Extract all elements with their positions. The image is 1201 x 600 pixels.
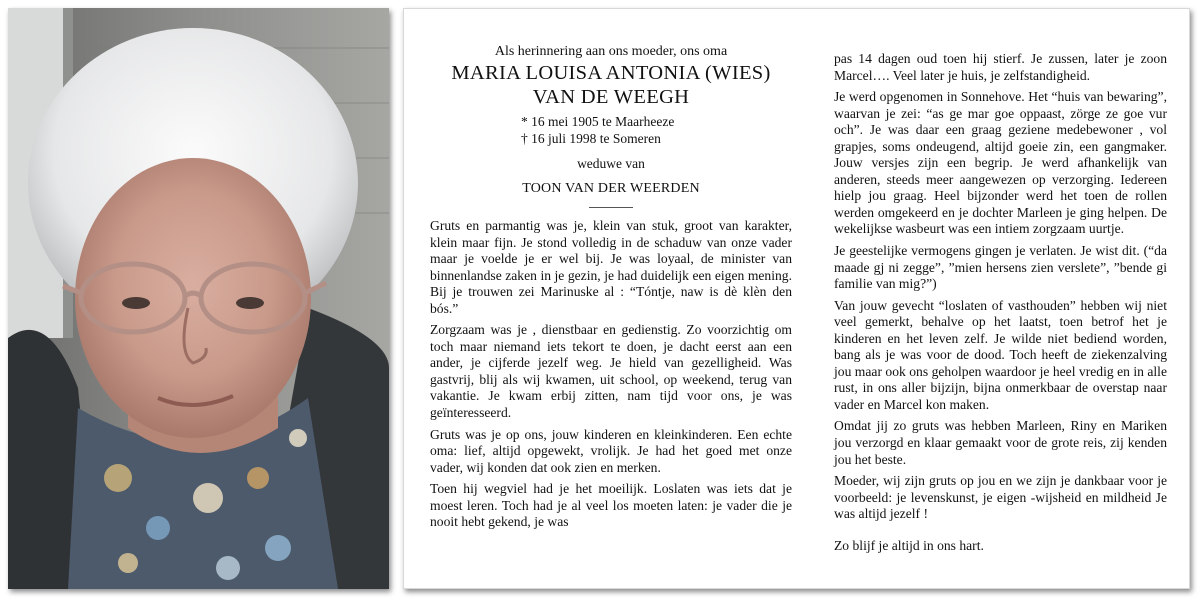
intro-text: Als herinnering aan ons moeder, ons oma [494, 44, 728, 59]
paragraph: Je geestelijke vermogens gingen je verlaten. Je wist dit. (“da maade gj ni zegge”, ”mien hersens zien verslete”, ”bende gi familie van mig?”) [834, 243, 1167, 292]
portrait-photo [8, 8, 389, 589]
paragraph: Zorgzaam was je , dienstbaar en gedienstig. Zo voorzichtig om toch maar niemand iets tekort te doen, je dacht eerst aan een ander, je cijferde jezelf weg. Je hield van gezelligheid. Was gastvrij, blij als wij kwamen, uit school, op weekend, terug van vakantie. Je kwam erbij zitten, nam tijd voor ons, je was geïnteresseerd. [430, 322, 792, 421]
divider-line [589, 207, 633, 208]
death-date: † 16 juli 1998 te Someren [521, 131, 661, 146]
name-line-1: MARIA LOUISA ANTONIA (WIES) [451, 62, 771, 84]
widow-of-text: weduwe van [577, 156, 645, 171]
closing-line: Zo blijf je altijd in ons hart. [834, 537, 984, 553]
paragraph: Gruts en parmantig was je, klein van stuk, groot van karakter, klein maar fijn. Je stond volledig in de schaduw van onze vader maar je voelde je er wel bij. Je was loyaal, de minister van binnenlandse zaken in je gezin, je had duidelijk een eigen mening. Bij je trouwen zei Marinuske al : “Tóntje, naw is dè klèn den bós.” [430, 218, 792, 316]
card-header [430, 43, 792, 208]
paragraph: Je werd opgenomen in Sonnehove. Het “huis van bewaring”, waarvan je zei: “as ge mar goe oppaast, zörge ze goe vur och”. Je was daar een graag geziene medebewoner , vol grapjes, soms ondeugend, altijd goeie zin, een gangmaker. Jouw versjes zijn een begrip. Je werd afhankelijk van anderen, steeds meer aangewezen op verzorging. Iedereen hielp jou graag. Heel bijzonder werd het toen de rollen werden omgekeerd en je dochter Marleen je ging helpen. De wekelijkse wasbeurt was een intiem zorgzaam uurtje. [834, 89, 1167, 237]
name-line-2: VAN DE WEEGH [532, 86, 690, 108]
paragraph: Omdat jij zo gruts was hebben Marleen, Riny en Mariken jou verzorgd en klaar gemaakt voor de grote reis, zij kenden jou het beste. [834, 418, 1167, 467]
paragraph: Toen hij wegviel had je het moeilijk. Loslaten was iets dat je moest leren. Toch had je al veel los moeten laten: je vader die je nooit hebt gekend, je was [430, 481, 792, 530]
birth-date: * 16 mei 1905 te Maarheeze [521, 114, 675, 129]
life-dates [521, 113, 701, 147]
right-column [834, 51, 1167, 554]
paragraph: pas 14 dagen oud toen hij stierf. Je zussen, later je zoon Marcel…. Veel later je huis, je zelfstandigheid. [834, 51, 1167, 83]
paragraph: Van jouw gevecht “loslaten of vasthouden” hebben wij niet veel gemerkt, behalve op het laatst, toen betrof het je kinderen en het leven zelf. Je wilde niet bediend worden, bang als je was voor de dood. Toch heeft de ziekenzalving jou maar ook ons geholpen waardoor je heel vredig en in alle rust, in ons aller bijzijn, bijna onmerkbaar de overstap naar vader en Marcel kon maken. [834, 297, 1167, 412]
spouse-name: TOON VAN DER WEERDEN [522, 181, 700, 196]
paragraph: Gruts was je op ons, jouw kinderen en kleinkinderen. Een echte oma: lief, altijd opgewekt, vrolijk. Je had het goed met onze vader, wij konden dat ook zien en merken. [430, 426, 792, 475]
paragraph: Moeder, wij zijn gruts op jou en we zijn je dankbaar voor je voorbeeld: je levenskunst, je eigen -wijsheid en mildheid Je was altijd jezelf ! [834, 473, 1167, 522]
memorial-text-card [403, 8, 1190, 589]
left-column [430, 43, 792, 536]
portrait-image [8, 8, 389, 589]
